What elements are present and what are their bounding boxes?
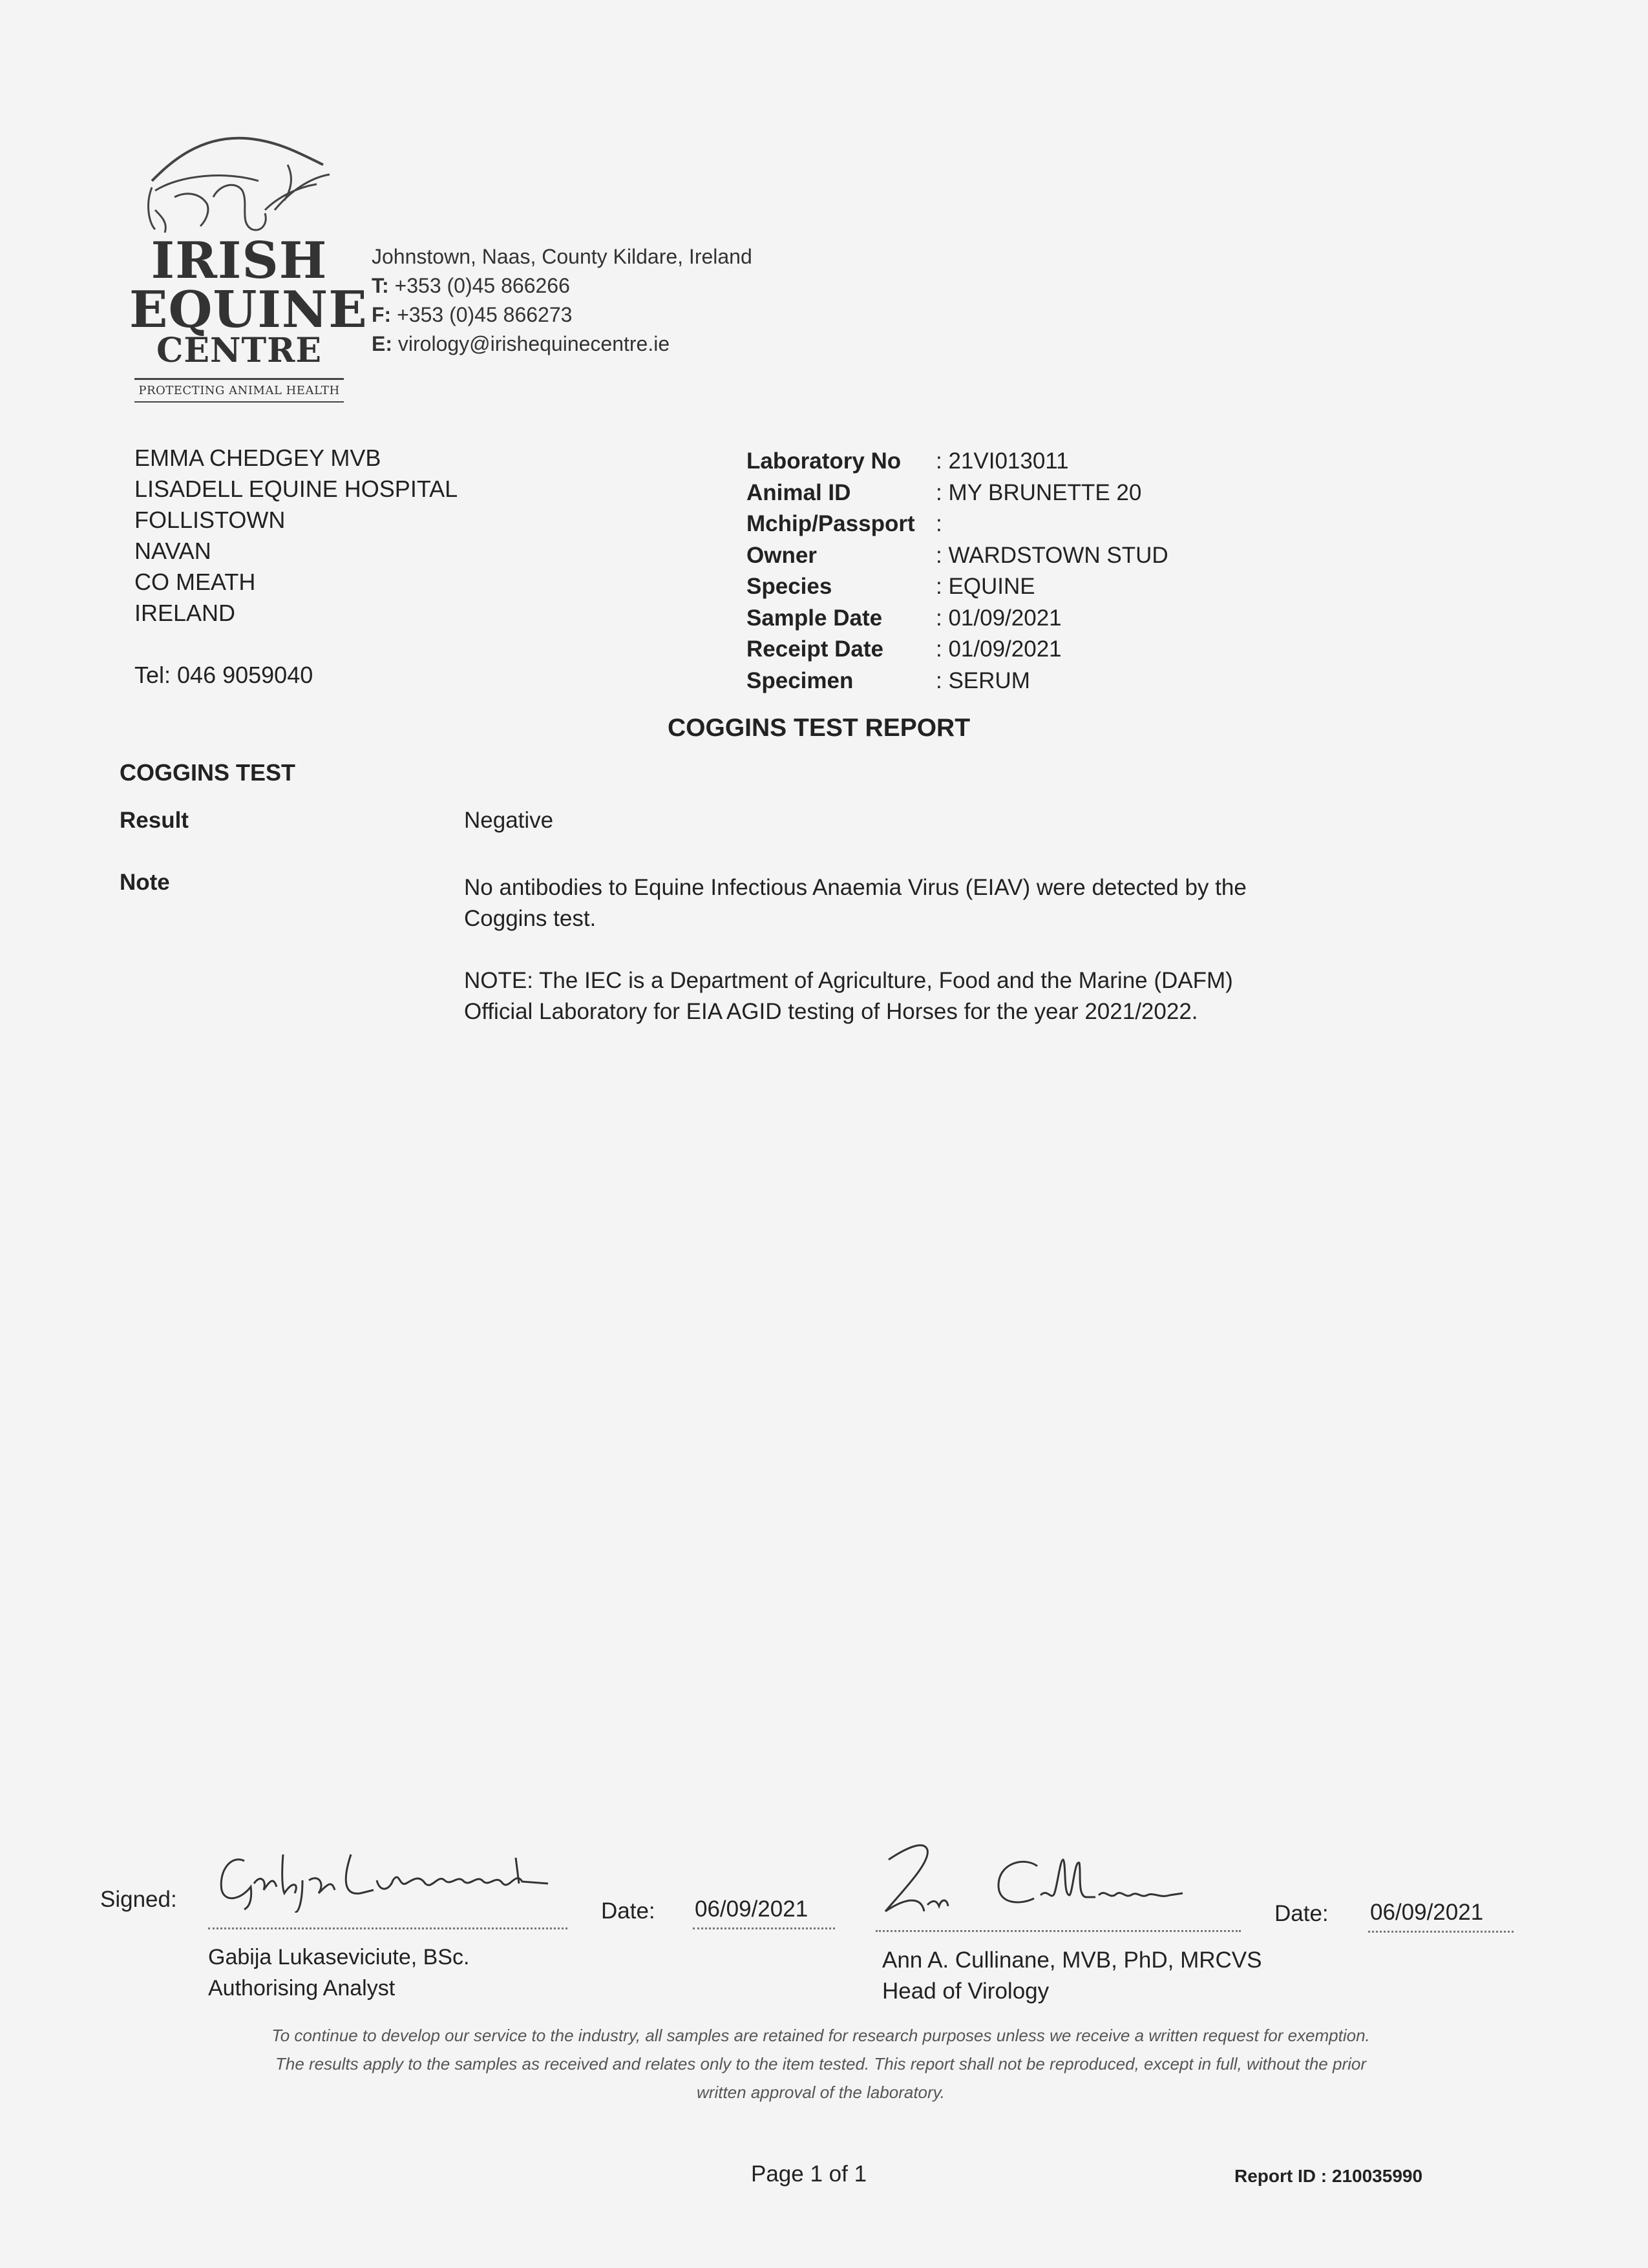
detail-value: : 01/09/2021: [936, 605, 1062, 631]
detail-value: :: [936, 511, 942, 536]
date-label: Date:: [601, 1898, 655, 1924]
logo-divider-bottom: [134, 401, 344, 403]
address-line: CO MEATH: [134, 569, 256, 595]
detail-label: Receipt Date: [746, 636, 884, 662]
email-address: virology@irishequinecentre.ie: [397, 332, 670, 355]
email-label: E:: [372, 332, 392, 355]
logo-centre: CENTRE: [156, 331, 322, 370]
report-title: COGGINS TEST REPORT: [668, 714, 971, 742]
detail-row: [746, 571, 1168, 603]
report-id-value: 210035990: [1331, 2166, 1423, 2186]
signer-name: Gabija Lukaseviciute, BSc.: [208, 1945, 470, 1969]
detail-row: [746, 509, 1168, 540]
irish-equine-centre-logo: [129, 120, 368, 417]
report-id-label: Report ID :: [1234, 2166, 1327, 2186]
note-text: [464, 872, 1278, 1058]
date-line: [1368, 1931, 1514, 1933]
detail-value: : EQUINE: [936, 574, 1035, 599]
note-paragraph: No antibodies to Equine Infectious Anaemia Virus (EIAV) were detected by the Coggins test.: [464, 875, 1247, 931]
result-value: Negative: [464, 808, 554, 833]
signer-name: Ann A. Cullinane, MVB, PhD, MRCVS: [882, 1948, 1262, 1973]
address-line: IRELAND: [134, 600, 236, 626]
logo-irish: IRISH: [151, 231, 328, 290]
result-label: Result: [120, 808, 189, 833]
signer-role: Authorising Analyst: [208, 1976, 396, 2000]
signer-block: [882, 1945, 1262, 2007]
signature-line: [208, 1927, 567, 1929]
phone-label: T:: [372, 274, 389, 297]
address-line: FOLLISTOWN: [134, 507, 286, 533]
contact-block: [372, 242, 752, 359]
logo-equine: EQUINE: [129, 280, 368, 339]
detail-label: Animal ID: [746, 479, 851, 505]
phone-number: +353 (0)45 866266: [394, 274, 570, 297]
date-label: Date:: [1274, 1901, 1329, 1926]
detail-label: Sample Date: [746, 605, 883, 631]
sample-details: [746, 446, 1168, 697]
detail-label: Specimen: [746, 667, 854, 693]
fax-label: F:: [372, 303, 392, 326]
disclaimer-line: The results apply to the samples as received and relates only to the item tested. This report shall not be reproduced, except in full, without the prior: [275, 2054, 1366, 2074]
detail-value: : WARDSTOWN STUD: [936, 542, 1168, 568]
signer-block: [208, 1942, 469, 2004]
fax-number: +353 (0)45 866273: [397, 303, 573, 326]
detail-value: : 21VI013011: [936, 448, 1069, 474]
signature-gabija-lukaseviciute: [206, 1835, 567, 1913]
detail-row: [746, 478, 1168, 509]
detail-label: Owner: [746, 542, 817, 568]
report-id: [1234, 2166, 1422, 2187]
detail-row: [746, 540, 1168, 572]
lab-address: Johnstown, Naas, County Kildare, Ireland: [372, 245, 752, 268]
signature-line: [876, 1930, 1241, 1932]
disclaimer-line: To continue to develop our service to the industry, all samples are retained for research purposes unless we receive a written request for exemption.: [271, 2026, 1370, 2045]
email-line: [372, 330, 752, 359]
date-value: 06/09/2021: [1370, 1900, 1484, 1925]
phone-line: [372, 271, 752, 300]
signed-label: Signed:: [100, 1887, 177, 1912]
detail-label: Laboratory No: [746, 448, 902, 474]
detail-row: [746, 603, 1168, 635]
logo-tagline: PROTECTING ANIMAL HEALTH: [138, 384, 340, 397]
test-heading: COGGINS TEST: [120, 759, 296, 786]
logo-divider: [134, 378, 344, 380]
signature-ann-cullinane: [876, 1834, 1238, 1918]
page-number: Page 1 of 1: [751, 2161, 867, 2187]
detail-label: Mchip/Passport: [746, 511, 915, 536]
signer-role: Head of Virology: [882, 1979, 1050, 2004]
address-line: LISADELL EQUINE HOSPITAL: [134, 476, 458, 502]
detail-value: : 01/09/2021: [936, 636, 1062, 662]
recipient-tel: Tel: 046 9059040: [134, 662, 313, 688]
horse-logo-icon: [129, 120, 349, 236]
address-line: EMMA CHEDGEY MVB: [134, 445, 381, 471]
note-paragraph: NOTE: The IEC is a Department of Agriculture, Food and the Marine (DAFM) Official Laboratory for EIA AGID testing of Horses for the year 2021/2022.: [464, 968, 1233, 1024]
date-value: 06/09/2021: [695, 1896, 808, 1922]
detail-row: [746, 446, 1168, 478]
recipient-address: [134, 443, 458, 691]
detail-value: : SERUM: [936, 667, 1030, 693]
note-label: Note: [120, 870, 170, 895]
detail-label: Species: [746, 574, 832, 599]
address-line: NAVAN: [134, 538, 211, 564]
detail-value: : MY BRUNETTE 20: [936, 479, 1142, 505]
date-line: [693, 1927, 835, 1929]
detail-row: [746, 634, 1168, 666]
fax-line: [372, 300, 752, 330]
disclaimer-line: written approval of the laboratory.: [697, 2083, 945, 2102]
disclaimer: [155, 2021, 1486, 2106]
detail-row: [746, 666, 1168, 697]
